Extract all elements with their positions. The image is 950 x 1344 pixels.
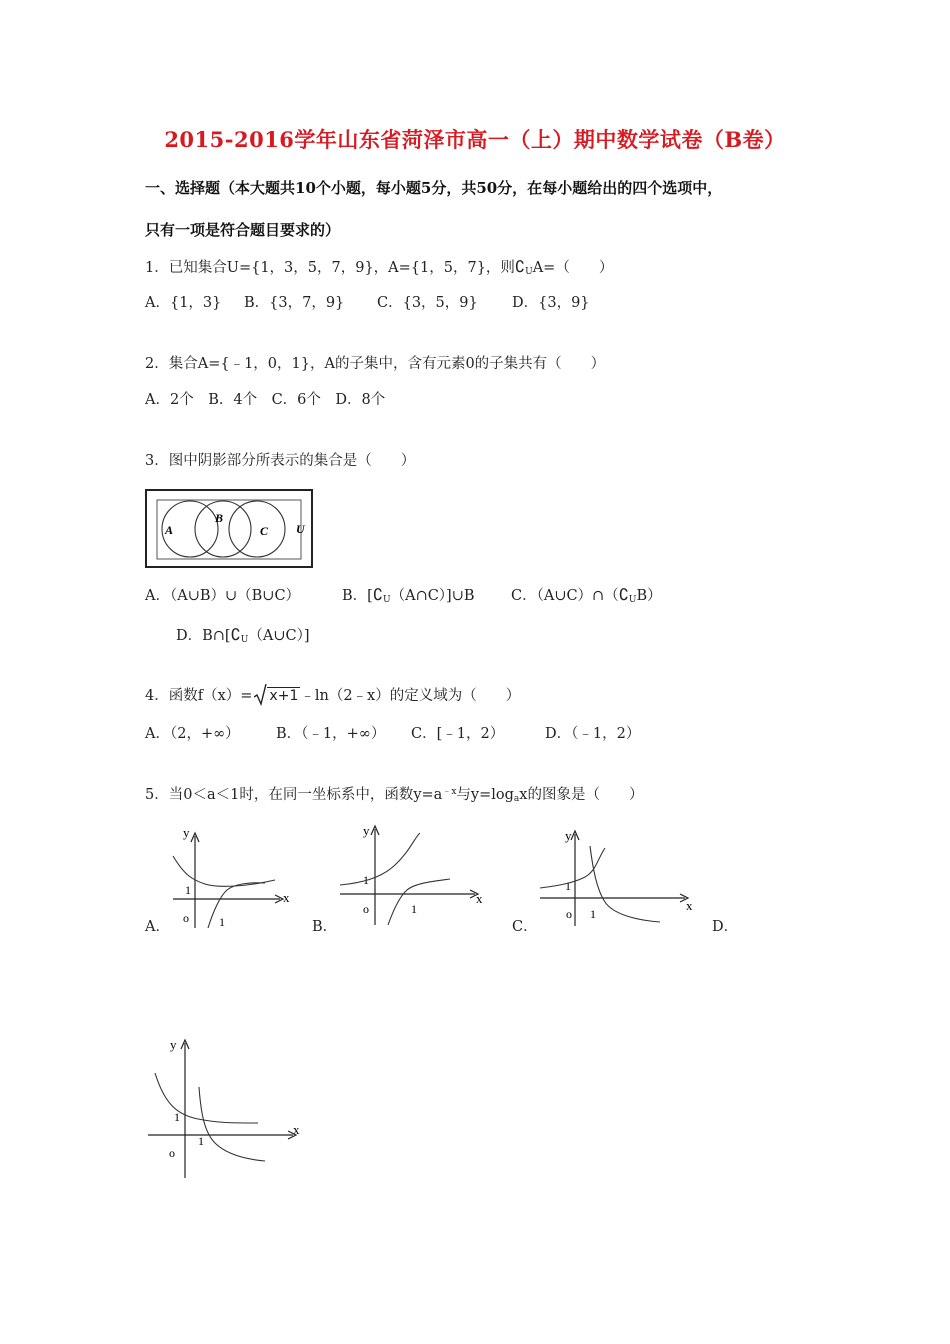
x-label: x — [293, 1122, 300, 1137]
q3-c-post: B） — [636, 588, 662, 604]
complement-subscript: U — [240, 635, 249, 645]
q1-option-c: C．{3，5，9} — [377, 295, 478, 311]
radical-sign-icon — [254, 684, 267, 706]
y-one-label: 1 — [174, 1110, 180, 1124]
question-3-stem: 3．图中阴影部分所表示的集合是（ ） — [145, 453, 416, 469]
exponent: ﹣x — [442, 787, 457, 797]
question-4-stem — [145, 684, 520, 705]
curve-logarithm — [590, 846, 660, 922]
complement-symbol: ∁ — [230, 625, 241, 644]
circle-b — [195, 501, 251, 557]
circle-c — [229, 501, 285, 557]
y-one-label: 1 — [565, 879, 571, 893]
x-label: x — [686, 898, 693, 913]
q5-label-d: D． — [712, 919, 739, 935]
graph-c — [535, 820, 705, 930]
origin-label: o — [363, 902, 369, 916]
curve-exponential — [173, 856, 275, 886]
sqrt-radicand: x+1 — [269, 688, 299, 704]
curve-logarithm — [199, 1087, 265, 1161]
q5-label-a: A． — [145, 919, 170, 935]
q3-d-pre: D．B∩[ — [176, 628, 231, 644]
q2-options: A．2个 B．4个 C．6个 D．8个 — [145, 392, 386, 408]
q1-option-a: A．{1，3} — [145, 295, 222, 311]
question-2-stem: 2．集合A={﹣1，0，1}，A的子集中，含有元素0的子集共有（ ） — [145, 356, 606, 372]
q5-stem-pre: 5．当0＜a＜1时，在同一坐标系中，函数y=a — [145, 787, 443, 803]
q1-option-b: B．{3，7，9} — [244, 295, 345, 311]
x-one-label: 1 — [411, 902, 417, 916]
complement-subscript: U — [525, 267, 533, 277]
origin-label: o — [183, 911, 189, 925]
q4-stem-pre: 4．函数f（x）= — [145, 688, 253, 704]
x-label: x — [283, 890, 290, 905]
y-one-label: 1 — [363, 873, 369, 887]
curve-exponential — [340, 833, 420, 885]
q5-stem-post: x的图象是（ ） — [519, 787, 644, 803]
curve-logarithm — [388, 879, 450, 925]
complement-subscript: U — [628, 595, 637, 605]
x-one-label: 1 — [219, 915, 225, 929]
q4-stem-post: ﹣ln（2﹣x）的定义域为（ ） — [300, 688, 521, 704]
q1-stem-end: A=（ ） — [532, 260, 614, 276]
log-base: a — [513, 794, 520, 804]
y-label: y — [170, 1037, 177, 1052]
complement-subscript: U — [383, 595, 391, 605]
q3-option-d — [176, 624, 310, 645]
complement-symbol: ∁ — [618, 585, 629, 604]
curve-logarithm — [208, 883, 265, 928]
x-one-label: 1 — [198, 1134, 204, 1148]
question-5-stem — [145, 783, 643, 804]
q5-stem-mid: 与y=log — [456, 787, 514, 803]
complement-symbol: ∁ — [372, 585, 383, 604]
q3-option-b — [342, 584, 475, 605]
label-a: A — [165, 523, 174, 537]
q4-option-a: A．（2，+∞） — [145, 726, 240, 742]
y-label: y — [183, 825, 190, 840]
x-one-label: 1 — [590, 907, 596, 921]
complement-symbol: ∁ — [514, 257, 526, 276]
section-heading-line2: 只有一项是符合题目要求的） — [145, 221, 341, 239]
q3-option-a: A．（A∪B）∪（B∪C） — [145, 588, 301, 604]
q3-d-post: （A∪C）] — [248, 628, 310, 644]
q4-option-d: D．（﹣1，2） — [545, 726, 641, 742]
q4-option-b: B．（﹣1，+∞） — [276, 726, 386, 742]
q4-option-c: C．[﹣1，2） — [411, 726, 505, 742]
curve-exponential — [540, 848, 605, 888]
q3-b-pre: B．[ — [342, 588, 373, 604]
graph-a — [165, 822, 295, 932]
x-label: x — [476, 891, 483, 906]
graph-b — [335, 815, 485, 930]
sqrt-expression — [254, 688, 300, 704]
label-b: B — [215, 511, 224, 525]
q1-stem-text: 1．已知集合U={1，3，5，7，9}，A={1，5，7}，则 — [145, 260, 515, 276]
q3-b-post: （A∩C）]∪B — [390, 588, 475, 604]
y-one-label: 1 — [185, 883, 191, 897]
q1-option-d: D．{3，9} — [512, 295, 590, 311]
y-label: y — [363, 823, 370, 838]
label-u: U — [296, 522, 305, 536]
question-1-stem — [145, 256, 613, 277]
label-c: C — [260, 524, 269, 538]
graph-d — [143, 1035, 313, 1185]
q3-option-c — [511, 584, 662, 605]
q5-label-b: B． — [312, 919, 338, 935]
section-heading-line1: 一、选择题（本大题共10个小题，每小题5分，共50分，在每小题给出的四个选项中， — [145, 179, 723, 197]
origin-label: o — [566, 907, 572, 921]
page-title: 2015-2016学年山东省菏泽市高一（上）期中数学试卷（B卷） — [164, 127, 786, 152]
origin-label: o — [169, 1146, 175, 1160]
curve-exponential — [155, 1073, 258, 1123]
y-label: y — [565, 828, 572, 843]
venn-diagram — [145, 489, 315, 569]
q3-c-pre: C．（A∪C）∩（ — [511, 588, 619, 604]
q5-label-c: C． — [512, 919, 538, 935]
